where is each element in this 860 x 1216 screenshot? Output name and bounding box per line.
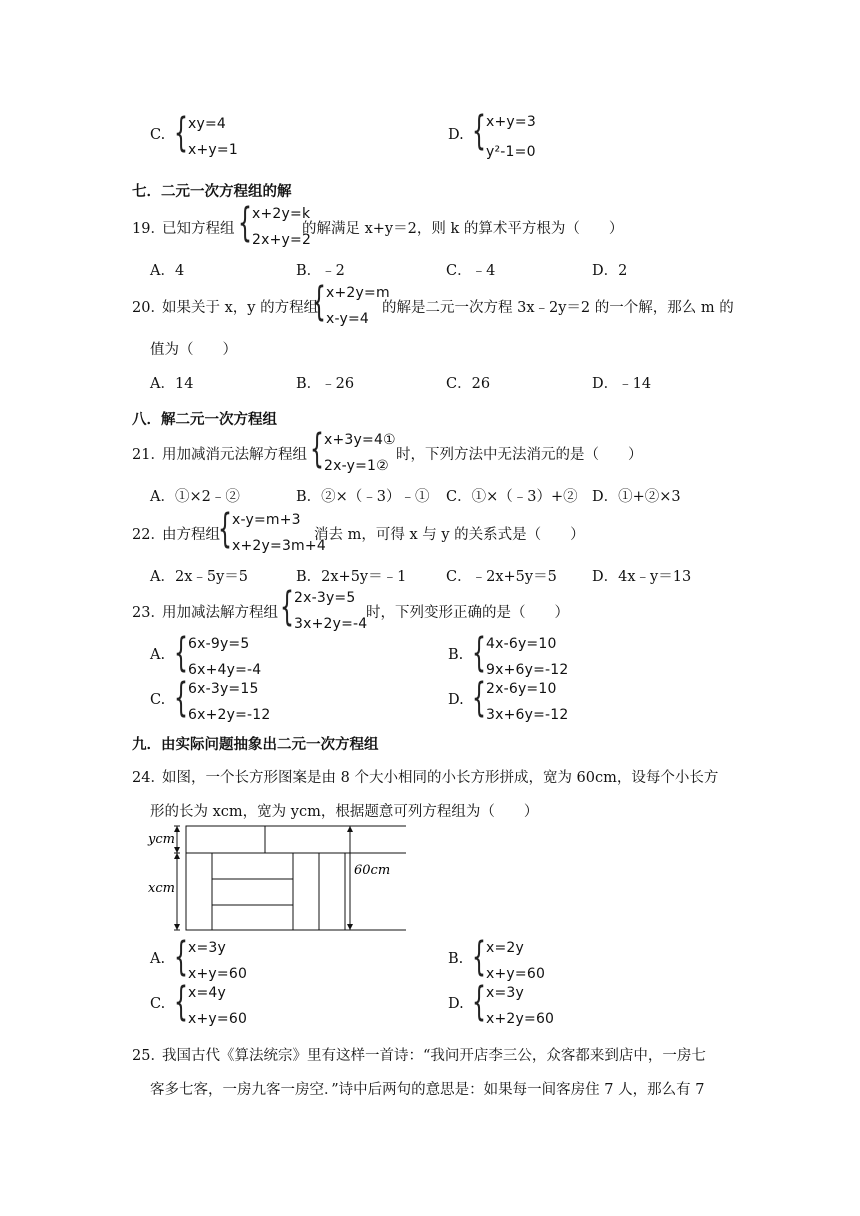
question-text: 用加减消元法解方程组 [162,447,307,463]
question-text: 由方程组 [162,527,220,543]
option-b[interactable]: B．2x+5y＝﹣1 [296,569,407,585]
question-number: 22． [132,527,165,543]
height-label: 60cm [354,863,391,878]
y-label: ycm [148,832,175,847]
equation: x=2y [486,940,525,956]
equation: 6x-3y=15 [188,681,259,697]
question-text: 如果关于 x，y 的方程组 [162,300,319,316]
equation: x=4y [188,985,227,1001]
equation: x-y=4 [326,311,370,327]
question-number: 23． [132,605,165,621]
equation: x=3y [486,985,525,1001]
option-b-label[interactable]: B. [448,951,464,967]
option-c[interactable]: C．﹣2x+5y＝5 [446,569,557,585]
equation: xy=4 [188,116,227,132]
equation: 2x-3y=5 [294,590,356,606]
option-d[interactable]: D．①+②×3 [592,489,681,505]
equation: x+y=60 [486,966,546,982]
option-a[interactable]: A．4 [150,263,185,279]
equation: 2x-y=1② [324,458,389,474]
equation: 3x+6y=-12 [486,707,569,723]
question-text: 值为（ ） [150,342,237,358]
q21-system: { x+3y=4① 2x-y=1② [310,429,396,477]
q18-option-d-label: D. [448,127,464,143]
question-text: 的解是二元一次方程 3x﹣2y＝2 的一个解，那么 m 的 [382,300,734,316]
equation: 6x+2y=-12 [188,707,271,723]
equation: x+y=60 [188,966,248,982]
q18-option-c-label: C. [150,127,166,143]
rectangle-figure [146,824,406,936]
equation: 4x-6y=10 [486,636,557,652]
option-c-system[interactable]: { 6x-3y=15 6x+2y=-12 [174,678,271,726]
equation: y²-1=0 [486,144,536,160]
option-b-system[interactable]: { 4x-6y=10 9x+6y=-12 [472,633,569,681]
equation: x+y=60 [188,1011,248,1027]
q23-system: { 2x-3y=5 3x+2y=-4 [280,587,367,635]
equation: x+2y=3m+4 [232,538,326,554]
equation: 6x-9y=5 [188,636,250,652]
equation: 2x+y=2 [252,232,312,248]
equation: x-y=m+3 [232,512,301,528]
q19-system: { x+2y=k 2x+y=2 [238,203,311,251]
option-a[interactable]: A．14 [150,376,194,392]
option-d[interactable]: D．4x﹣y＝13 [592,569,692,585]
option-a-system[interactable]: { 6x-9y=5 6x+4y=-4 [174,633,261,681]
question-text: 已知方程组 [162,221,235,237]
option-d[interactable]: D．﹣14 [592,376,652,392]
option-d-system[interactable]: { x=3y x+2y=60 [472,982,554,1030]
question-text: 形的长为 xcm，宽为 ycm，根据题意可列方程组为（ ） [150,804,539,820]
q22-system: { x-y=m+3 x+2y=3m+4 [218,509,326,557]
option-c-label[interactable]: C. [150,692,166,708]
x-label: xcm [148,881,175,896]
option-d-system[interactable]: { 2x-6y=10 3x+6y=-12 [472,678,569,726]
equation: x+2y=k [252,206,311,222]
option-b[interactable]: B．﹣26 [296,376,355,392]
question-text: 消去 m，可得 x 与 y 的关系式是（ ） [314,527,585,543]
question-text: 我国古代《算法统宗》里有这样一首诗：“我问开店李三公，众客都来到店中，一房七 [162,1048,706,1064]
equation: x+2y=60 [486,1011,555,1027]
option-c-label[interactable]: C. [150,996,166,1012]
equation: 6x+4y=-4 [188,662,262,678]
question-number: 25． [132,1048,165,1064]
option-a-system[interactable]: { x=3y x+y=60 [174,937,247,985]
equation: x+3y=4① [324,432,396,448]
option-b[interactable]: B．﹣2 [296,263,345,279]
option-c[interactable]: C．①×（﹣3）+② [446,489,578,505]
equation: x+y=3 [486,114,536,130]
equation: x=3y [188,940,227,956]
question-number: 19． [132,221,165,237]
option-b-label[interactable]: B. [448,647,464,663]
question-number: 21． [132,447,165,463]
option-d-label[interactable]: D. [448,996,464,1012]
option-d[interactable]: D．2 [592,263,628,279]
outer-rectangle [186,826,406,930]
question-text: 客多七客，一房九客一房空．”诗中后两句的意思是：如果每一间客房住 7 人，那么有 7 [150,1082,705,1098]
option-c-system[interactable]: { x=4y x+y=60 [174,982,247,1030]
question-number: 24． [132,770,165,786]
option-b[interactable]: B．②×（﹣3）﹣① [296,489,430,505]
equation: 9x+6y=-12 [486,662,569,678]
section-heading: 九．由实际问题抽象出二元一次方程组 [132,737,379,753]
equation: x+2y=m [326,285,390,301]
equation: x+y=1 [188,142,238,158]
option-b-system[interactable]: { x=2y x+y=60 [472,937,545,985]
equation: 3x+2y=-4 [294,616,368,632]
question-text: 用加减法解方程组 [162,605,278,621]
option-a-label[interactable]: A. [150,647,166,663]
section-heading: 七．二元一次方程组的解 [132,184,292,200]
section-heading: 八．解二元一次方程组 [132,412,277,428]
question-text: 时，下列方法中无法消元的是（ ） [396,447,643,463]
question-number: 20． [132,300,165,316]
question-text: 时，下列变形正确的是（ ） [366,605,569,621]
question-text: 如图，一个长方形图案是由 8 个大小相同的小长方形拼成，宽为 60cm，设每个小长方 [162,770,719,786]
q18-option-c-system: { xy=4 x+y=1 [174,113,238,161]
option-a[interactable]: A．2x﹣5y＝5 [150,569,249,585]
question-text: 的解满足 x+y＝2，则 k 的算术平方根为（ ） [302,221,624,237]
option-c[interactable]: C．﹣4 [446,263,496,279]
option-c[interactable]: C．26 [446,376,491,392]
equation: 2x-6y=10 [486,681,557,697]
option-a[interactable]: A．①×2﹣② [150,489,240,505]
option-d-label[interactable]: D. [448,692,464,708]
q18-option-d-system: { x+y=3 y²-1=0 [472,111,536,163]
option-a-label[interactable]: A. [150,951,166,967]
q20-system: { x+2y=m x-y=4 [312,282,390,330]
